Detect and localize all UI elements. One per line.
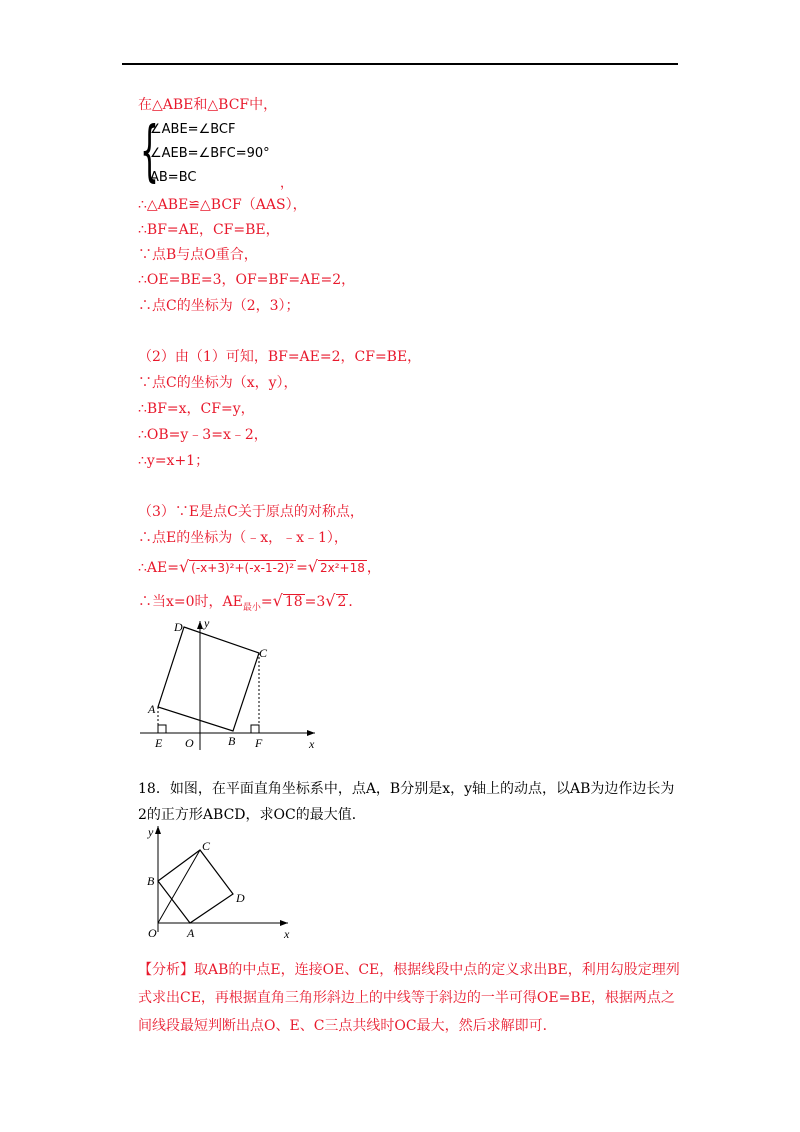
system-row-1: ∠ABE=∠BCF <box>150 122 236 137</box>
min-subscript: 最小 <box>242 602 261 613</box>
equation-system <box>140 112 294 191</box>
analysis-tag: 【分析】 <box>138 962 194 978</box>
text-line-12: （3）∵E是点C关于原点的对称点， <box>138 504 364 520</box>
text-line-1: 在△ABE和△BCF中， <box>138 97 278 113</box>
label-d: D <box>174 620 183 634</box>
label-x: x <box>284 927 290 940</box>
text-line-11: ∴y=x+1； <box>138 453 210 469</box>
ae-prefix: ∴AE= <box>138 560 179 576</box>
text-line-4: ∵点B与点O重合， <box>138 247 258 263</box>
analysis-paragraph <box>138 956 683 1040</box>
square-abcd <box>158 627 259 731</box>
equals-sign: = <box>296 560 308 576</box>
radicand-1: (-x+3)²+(-x-1-2)² <box>191 561 295 575</box>
text-line-15 <box>138 592 362 617</box>
text-line-9: ∴BF=x，CF=y， <box>138 401 255 417</box>
text-line-7: （2）由（1）可知，BF=AE=2，CF=BE， <box>138 349 422 365</box>
header-rule <box>122 63 678 65</box>
label-o: O <box>148 926 157 940</box>
figure-square-coordinates-1 <box>135 615 335 755</box>
radical-sign-3: √ <box>272 591 283 610</box>
label-c: C <box>202 839 211 853</box>
y-axis-arrow <box>197 621 203 629</box>
radical-sign-1: √ <box>178 557 190 576</box>
right-angle-f <box>251 725 259 733</box>
coefficient: =3 <box>304 594 326 610</box>
x-axis-arrow <box>307 730 315 736</box>
label-x: x <box>309 737 315 751</box>
question-18: 18．如图，在平面直角坐标系中，点A，B分别是x，y轴上的动点，以AB为边作边长为2的正方形ABCD，求OC的最大值． <box>138 781 675 823</box>
label-o: O <box>185 736 194 750</box>
equals-sign: = <box>260 594 273 610</box>
text-line-5: ∴OE=BE=3，OF=BF=AE=2， <box>138 272 356 288</box>
label-a: A <box>148 702 156 716</box>
text-line-13: ∴点E的坐标为（﹣x，﹣x﹣1）， <box>138 530 348 546</box>
text-line-2: ∴△ABE≌△BCF（AAS）， <box>138 197 307 213</box>
text-line-3: ∴BF=AE，CF=BE， <box>138 222 280 238</box>
square-abcd <box>158 850 233 923</box>
text-line-6: ∴点C的坐标为（2，3）； <box>138 298 300 314</box>
label-y: y <box>148 825 154 839</box>
label-f: F <box>255 736 263 750</box>
brace-glyph: { <box>140 112 159 189</box>
system-row-2: ∠AEB=∠BFC=90° <box>150 146 270 161</box>
radicand-2: 2x²+18 <box>320 561 365 575</box>
right-angle-e <box>158 725 166 733</box>
label-b: B <box>228 734 236 748</box>
min-prefix: ∴当x=0时，AE <box>138 594 243 610</box>
label-y: y <box>204 616 210 630</box>
label-b: B <box>147 874 155 888</box>
line-end: ， <box>366 560 381 576</box>
label-e: E <box>155 736 163 750</box>
label-c: C <box>259 646 268 660</box>
radicand-3: 18 <box>284 594 303 610</box>
radicand-4: 2 <box>337 594 347 610</box>
label-a: A <box>187 926 195 940</box>
radical-sign-2: √ <box>307 557 318 576</box>
radical-sign-4: √ <box>325 591 336 610</box>
y-axis-arrow <box>155 826 161 834</box>
x-axis-arrow <box>280 920 288 926</box>
text-line-14 <box>138 558 381 577</box>
label-d: D <box>236 891 245 905</box>
figure-square-coordinates-2 <box>140 820 300 940</box>
system-comma: ， <box>280 176 294 191</box>
segment-oc <box>158 850 200 923</box>
text-line-8: ∵点C的坐标为（x，y）， <box>138 375 298 391</box>
system-row-3: AB=BC <box>150 170 197 185</box>
text-line-10: ∴OB=y﹣3=x﹣2， <box>138 427 268 443</box>
line-end: ． <box>348 594 363 610</box>
analysis-text: 取AB的中点E，连接OE、CE，根据线段中点的定义求出BE，利用勾股定理列式求出CE，再根据直角三角形斜边上的中线等于斜边的一半可得OE=BE，根据两点之间线段最短判断出点O、E、C三点共线时OC最大，然后求解即可． <box>138 962 680 1034</box>
